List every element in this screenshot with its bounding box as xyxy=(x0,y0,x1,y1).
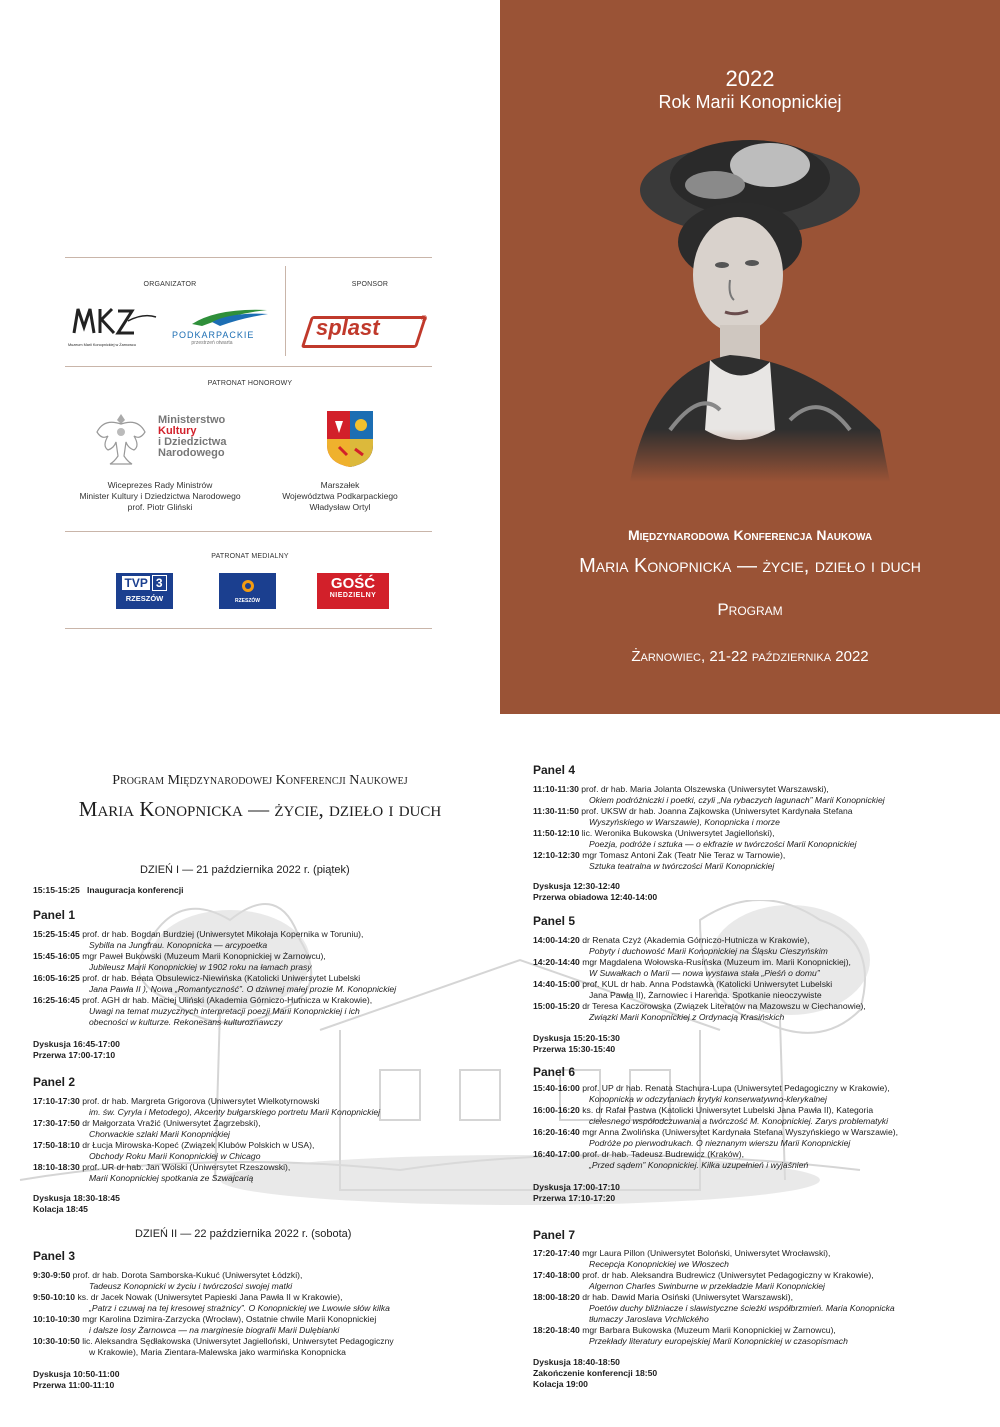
opening-time: 15:15-15:25 xyxy=(33,885,80,895)
tvp-text: TVP xyxy=(124,576,148,590)
panel4-discussion: Dyskusja 12:30-12:40 xyxy=(533,881,620,891)
patron2 xyxy=(260,480,420,513)
eagle-icon xyxy=(94,410,148,466)
cover-conference: Międzynarodowa Konferencja Naukowa xyxy=(627,527,873,543)
panel7-heading: Panel 7 xyxy=(533,1228,576,1242)
mmk-logo-icon xyxy=(68,303,160,339)
panel7-discussion: Dyskusja 18:40-18:50 xyxy=(533,1357,620,1367)
sponsor-label: SPONSOR xyxy=(351,281,389,288)
ministry-logo xyxy=(94,410,254,470)
panel2-heading: Panel 2 xyxy=(33,1075,76,1089)
media-label: PATRONAT MEDIALNY xyxy=(211,553,289,560)
patron1-line2: Minister Kultury i Dziedzictwa Narodowego xyxy=(79,491,241,501)
panel3-discussion: Dyskusja 10:50-11:00 xyxy=(33,1369,120,1379)
cover-place-date: Żarnowiec, 21-22 października 2022 xyxy=(631,648,869,665)
day2-heading: DZIEŃ II — 22 października 2022 r. (sobota) xyxy=(135,1228,352,1240)
list-item: 15:40-16:00 prof. UP dr hab. Renata Stachura-Lupa (Uniwersytet Pedagogiczny w Krakowie), Konopnicka w odczytaniach krytyki konserwatywno-klerykalnej 16:00-16:20 ks. dr Rafał Pastwa (Katolicki Uniwersytet Lubelski Jana Pawła II), Kategoria cielesnego współodczuwania a twórczość M. Konopnickiej. Zarys problematyki 16:20-16:40 mgr Anna Żwolińska (Uniwersytet Kardynała Stefana Wyszyńskiego w Warszawie), Podróże po pierwodrukach. O nieznanym wierszu Marii Konopnickiej 16:40-17:00 prof. dr hab. Tadeusz Budrewicz (Kraków), „Przed sądem” Konopnickiej. Kilka uzupełnień i wyjaśnień xyxy=(533,1083,898,1170)
mmk-logo xyxy=(68,303,160,348)
program-title1: Program Międzynarodowej Konferencji Naukowej xyxy=(112,773,408,788)
patron1-line3: prof. Piotr Gliński xyxy=(127,502,193,512)
ministry-line4: Narodowego xyxy=(158,447,225,459)
cover-year: 2022 xyxy=(725,66,775,91)
closing: Zakończenie konferencji 18:50 xyxy=(533,1368,658,1378)
panel5-discussion: Dyskusja 15:20-15:30 xyxy=(533,1033,620,1043)
radio-logo xyxy=(219,573,276,609)
panel5-break: Przerwa 15:30-15:40 xyxy=(533,1044,616,1054)
divider xyxy=(65,531,432,532)
panel1-heading: Panel 1 xyxy=(33,908,76,922)
radio-icon xyxy=(241,579,255,593)
panel4-lunch: Przerwa obiadowa 12:40-14:00 xyxy=(533,892,658,902)
tvp3-logo xyxy=(116,573,173,609)
divider xyxy=(65,366,432,367)
podkarpackie-text: PODKARPACKIE xyxy=(172,330,255,340)
patron2-line2: Województwa Podkarpackiego xyxy=(282,491,398,501)
ministry-line1: Ministerstwo xyxy=(158,414,226,426)
program-title2: Maria Konopnicka — życie, dzieło i duch xyxy=(78,797,442,821)
list-item: 15:25-15:45 prof. dr hab. Bogdan Burdziej (Uniwersytet Mikołaja Kopernika w Toruniu), Sybilla na Jungfrau. Konopnicka — arcypoetka 15:45-16:05 mgr Paweł Bukowski (Muzeum Marii Konopnickiej w Żarnowcu), Jubileusz Marii Konopnickiej w 1902 roku na łamach prasy 16:05-16:25 prof. dr hab. Beata Obsulewicz-Niewińska (Katolicki Uniwersytet Lubelski Jana Pawła II ), Nowa „Romantyczność”. O dziwnej małej prozie M. Konopnickiej 16:25-16:45 prof. AGH dr hab. Maciej Uliński (Akademia Górniczo-Hutnicza w Krakowie), Uwagi na temat muzycznych interpretacji poezji Marii Konopnickiej i ich obecności w kulturze. Rekonesans kulturoznawczy xyxy=(33,929,397,1027)
panel3-heading: Panel 3 xyxy=(33,1249,76,1263)
opening-text: Inauguracja konferencji xyxy=(87,885,184,895)
opening xyxy=(33,885,183,896)
gosc-text: GOŚĆ xyxy=(330,575,376,592)
cover-year-title: Rok Marii Konopnickiej xyxy=(658,92,842,112)
list-item: 17:10-17:30 prof. dr hab. Margreta Grigorova (Uniwersytet Wielkotyrnowski im. św. Cyryla i Metodego), Akcenty bułgarskiego portretu Marii Konopnickiej 17:30-17:50 dr Małgorzata Vražić (Uniwersytet Zagrzebski), Chorwackie szlaki Marii Konopnickiej 17:50-18:10 dr Łucja Mirowska-Kopeć (Związek Klubów Polskich w USA), Obchody Roku Marii Konopnickiej w Chicago 18:10-18:30 prof. UR dr hab. Jan Wolski (Uniwersytet Rzeszowski), Marii Konopnickiej spotkania ze Szwajcarią xyxy=(33,1096,381,1183)
list-item: 14:00-14:20 dr Renata Czyż (Akademia Górniczo-Hutnicza w Krakowie), Pobyty i duchowość Marii Konopnickiej na Śląsku Cieszyńskim 14:20-14:40 mgr Magdalena Wołowska-Rusińska (Muzeum im. Marii Konopnickiej), W Suwałkach o Marii — nowa wystawa stała „Pieśń o domu” 14:40-15:00 prof. KUL dr hab. Anna Podstawka (Katolicki Uniwersytet Lubelski Jana Pawła II), Żarnowiec i Harenda. Spotkanie nieoczywiste 15:00-15:20 dr Teresa Kaczorowska (Związek Literatów na Mazowszu w Ciechanowie), Związki Marii Konopnickiej z Ordynacją Krasińskich xyxy=(533,935,866,1022)
podkarpackie-subtext: przestrzeń otwarta xyxy=(191,340,233,346)
organizer-label: ORGANIZATOR xyxy=(143,281,197,288)
splast-logo xyxy=(306,312,432,346)
divider xyxy=(65,257,432,258)
patron2-line1: Marszałek xyxy=(320,480,360,490)
panel3-break: Przerwa 11:00-11:10 xyxy=(33,1380,115,1390)
panel2-dinner: Kolacja 18:45 xyxy=(33,1204,88,1214)
cover-title: Maria Konopnicka — życie, dzieło i duch xyxy=(579,555,921,577)
panel2-discussion: Dyskusja 18:30-18:45 xyxy=(33,1193,120,1203)
panel1-break: Przerwa 17:00-17:10 xyxy=(33,1050,116,1060)
honorary-label: PATRONAT HONOROWY xyxy=(207,380,293,387)
panel6-break: Przerwa 17:10-17:20 xyxy=(533,1193,616,1203)
patron1 xyxy=(60,480,260,513)
tvp-number: 3 xyxy=(152,575,167,591)
portrait-image xyxy=(610,130,900,482)
divider xyxy=(65,628,432,629)
ministry-line3: i Dziedzictwa xyxy=(158,436,227,448)
ministry-line2: Kultury xyxy=(158,425,197,437)
day1-heading: DZIEŃ I — 21 października 2022 r. (piątek) xyxy=(140,864,350,876)
gosc-logo xyxy=(317,573,389,609)
cover-program: Program xyxy=(717,600,783,619)
ministry-name xyxy=(158,415,226,459)
tvp-city: RZESZÓW xyxy=(125,594,164,603)
splast-text: splast xyxy=(316,315,380,340)
panel5-heading: Panel 5 xyxy=(533,914,576,928)
patron1-line1: Wiceprezes Rady Ministrów xyxy=(107,480,213,490)
podkarpackie-logo xyxy=(172,306,272,348)
coat-of-arms xyxy=(325,409,375,469)
panel7-dinner: Kolacja 19:00 xyxy=(533,1379,588,1389)
panel6-discussion: Dyskusja 17:00-17:10 xyxy=(533,1182,620,1192)
mmk-text: Muzeum Marii Konopnickiej w Żarnowcu xyxy=(68,343,136,347)
cover-panel xyxy=(500,0,1000,714)
podkarpackie-wave-icon xyxy=(172,306,272,326)
coat-of-arms-icon xyxy=(325,409,375,469)
list-item: 9:30-9:50 prof. dr hab. Dorota Samborska-Kukuć (Uniwersytet Łódzki), Tadeusz Konopnicki w życiu i twórczości swojej matki 9:50-10:10 ks. dr Jacek Nowak (Uniwersytet Papieski Jana Pawła II w Krakowie), „Patrz i czuwaj na tej kresowej strażnicy”. O Konopnickiej we Lwowie słów kilka 10:10-10:30 mgr Karolina Dzimira-Zarzycka (Wrocław), Ostatnie chwile Marii Konopnickiej i dalsze losy Żarnowca — na marginesie biografii Marii Dulębianki 10:30-10:50 lic. Aleksandra Sędłakowska (Uniwersytet Jagielloński, Uniwersytet Pedagogiczny w Krakowie), Maria Zientara-Malewska jako warmińska Konopnicka xyxy=(33,1270,394,1357)
radio-text: RZESZÓW xyxy=(235,598,260,604)
gosc-subtext: NIEDZIELNY xyxy=(329,592,377,599)
panel4-heading: Panel 4 xyxy=(533,763,576,777)
patron2-line3: Władysław Ortyl xyxy=(309,502,371,512)
list-item: 11:10-11:30 prof. dr hab. Maria Jolanta Olszewska (Uniwersytet Warszawski), Okiem podróżniczki i poetki, czyli „Na rybaczych lagunach” Marii Konopnickiej 11:30-11:50 prof. UKSW dr hab. Joanna Zajkowska (Uniwersytet Kardynała Stefana Wyszyńskiego w Warszawie), Konopnicka i morze 11:50-12:10 lic. Weronika Bukowska (Uniwersytet Jagielloński), Poezja, podróże i sztuka — o ekfrazie w twórczości Marii Konopnickiej 12:10-12:30 mgr Tomasz Antoni Żak (Teatr Nie Teraz w Tarnowie), Sztuka teatralna w twórczości Marii Konopnickiej xyxy=(533,784,885,871)
panel6-heading: Panel 6 xyxy=(533,1065,576,1079)
registered-icon: ® xyxy=(420,314,428,323)
panel1-discussion: Dyskusja 16:45-17:00 xyxy=(33,1039,120,1049)
list-item: 17:20-17:40 mgr Laura Pillon (Uniwersytet Boloński, Uniwersytet Wrocławski), Recepcja Konopnickiej we Włoszech 17:40-18:00 prof. dr hab. Aleksandra Budrewicz (Uniwersytet Pedagogiczny w Krakowie), Algernon Charles Swinburne w przekładzie Marii Konopnickiej 18:00-18:20 dr hab. Dawid Maria Osiński (Uniwersytet Warszawski), Poetów duchy bliźniacze i slawistyczne ścieżki współbrzmień. Maria Konopnicka tłumaczy Jaroslava Vrchlického 18:20-18:40 mgr Barbara Bukowska (Muzeum Marii Konopnickiej w Żarnowcu), Przekłady literatury europejskiej Marii Konopnickiej w czasopismach xyxy=(533,1248,895,1346)
divider xyxy=(285,266,286,356)
